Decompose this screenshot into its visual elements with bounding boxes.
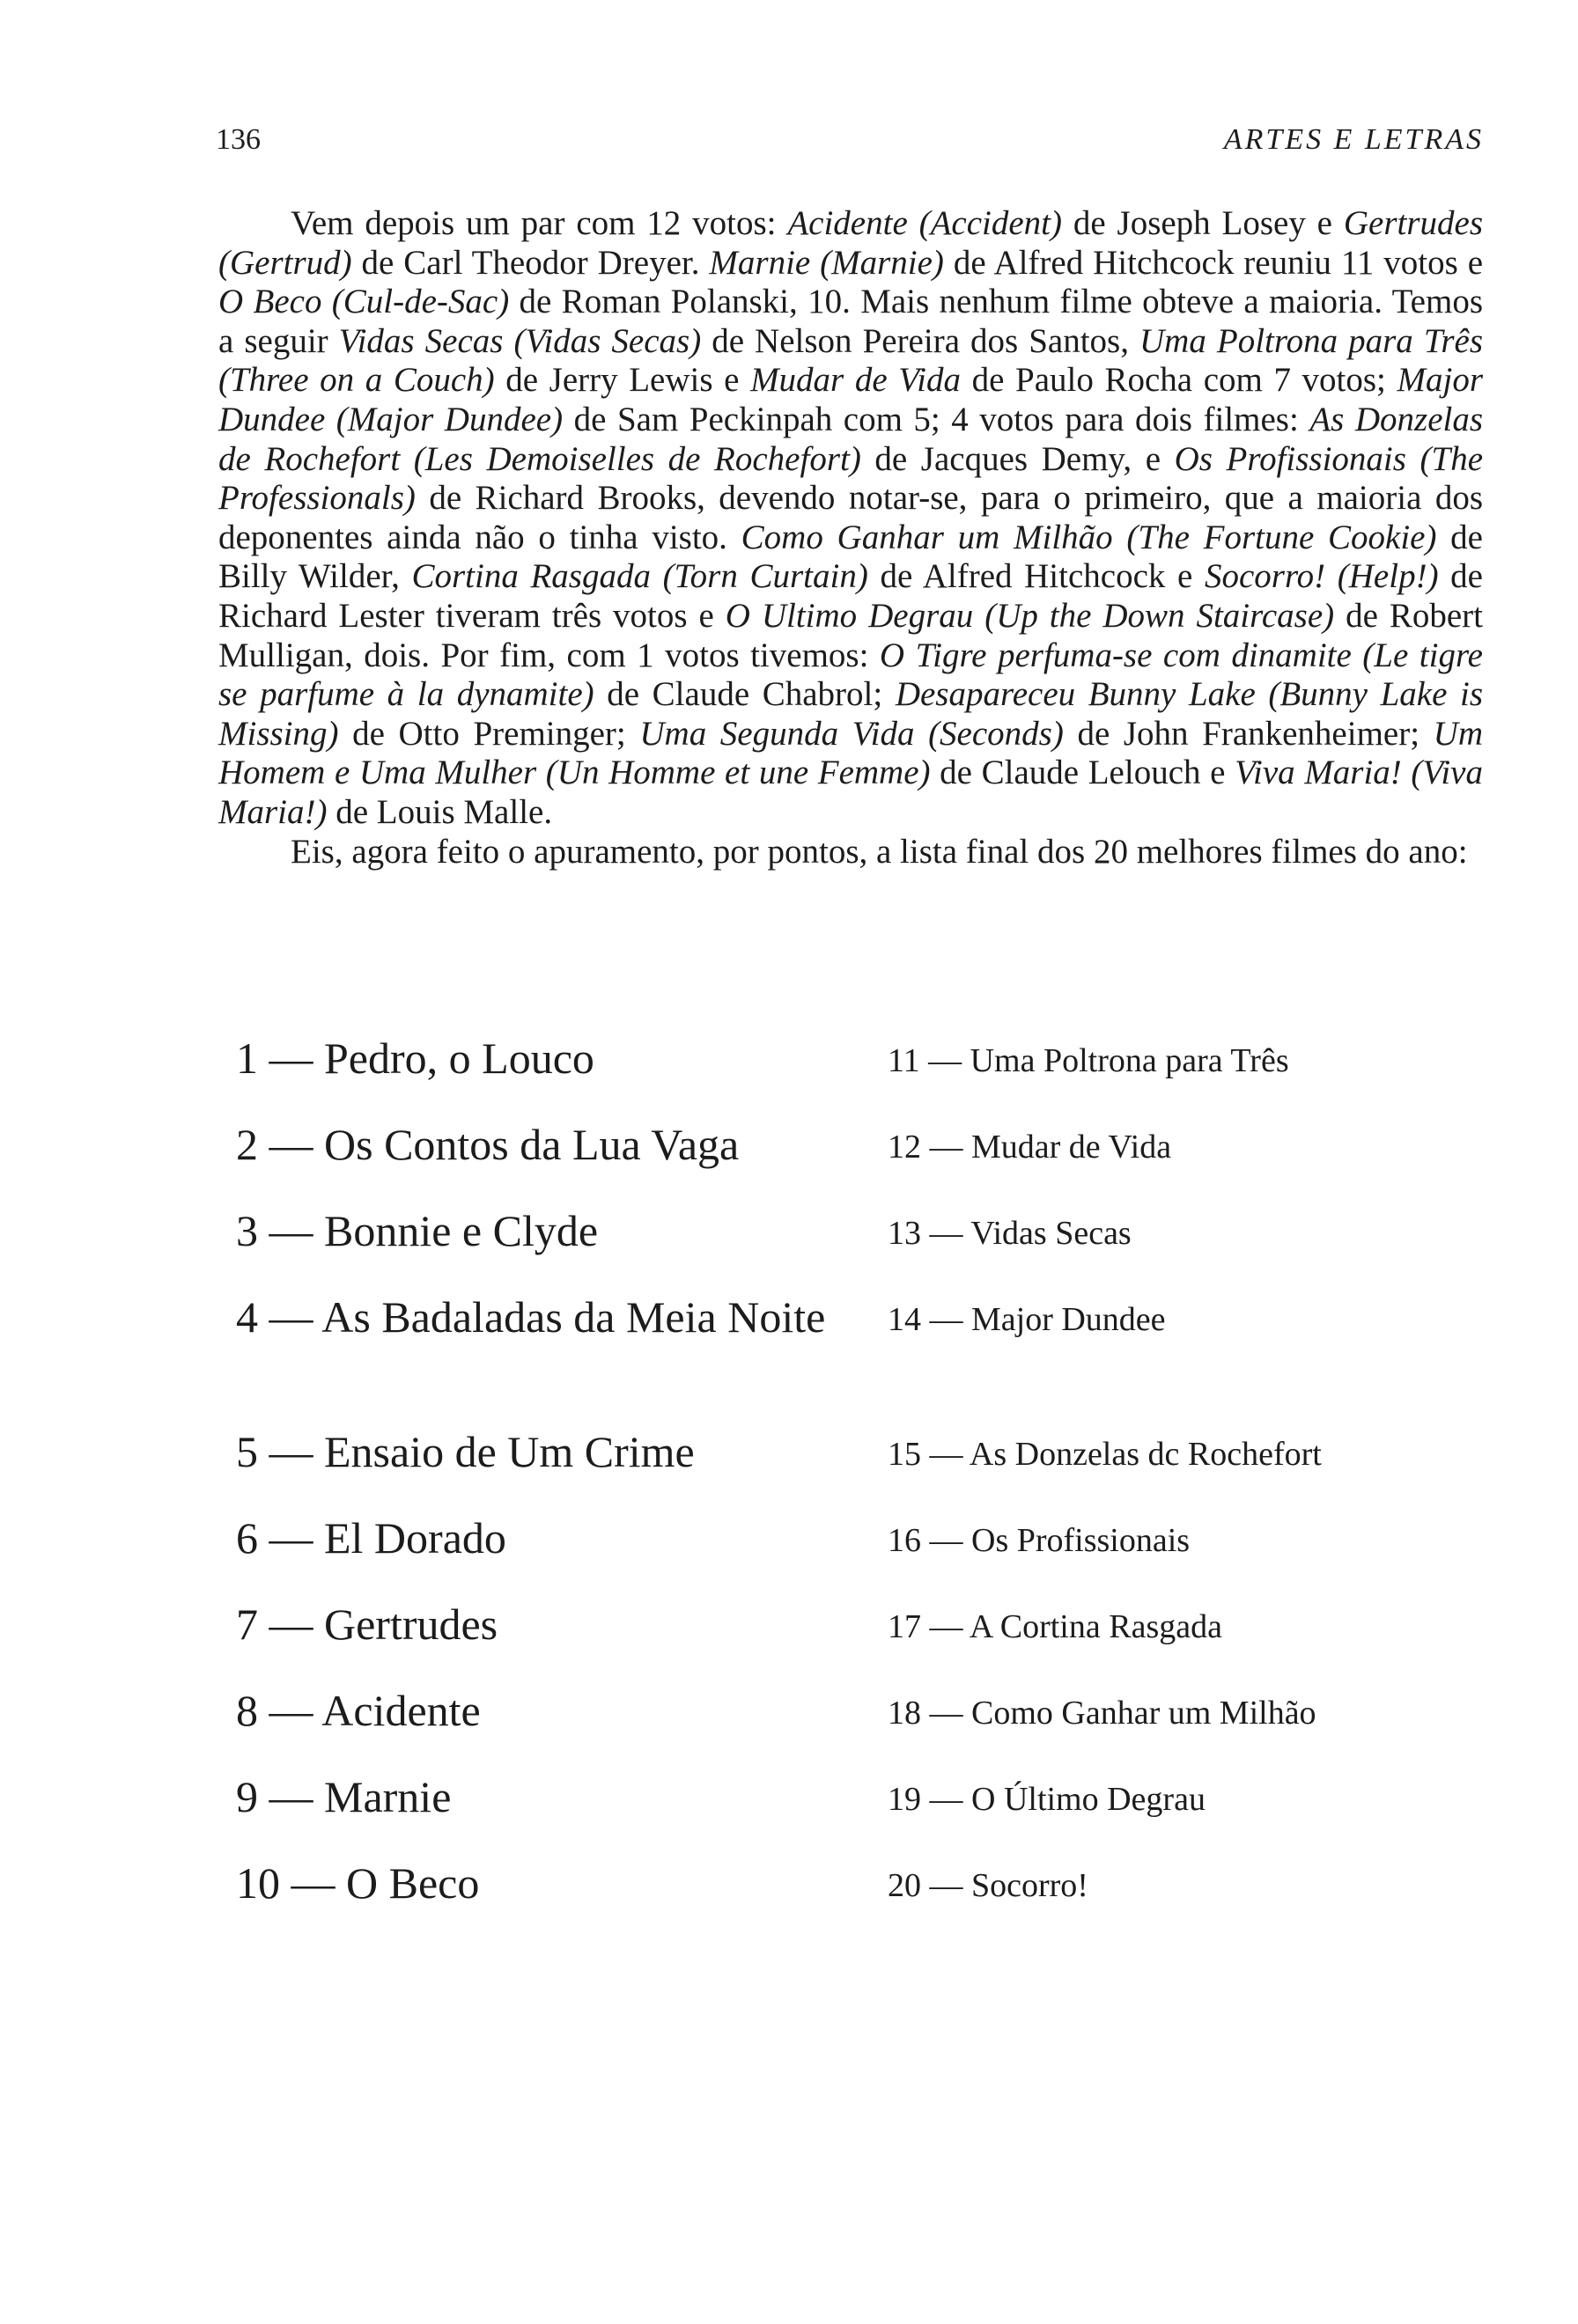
rank-dash: —	[269, 1033, 313, 1083]
text-run: de Claude Lelouch e	[930, 754, 1235, 792]
rank-dash: —	[269, 1600, 313, 1649]
rank-dash: —	[269, 1206, 313, 1255]
film-title-run: Os Profissionais (The Professionals)	[218, 439, 1484, 518]
text-run: de Richard Lester tiveram três votos e	[218, 557, 1483, 635]
film-title: Bonnie e Clyde	[324, 1206, 599, 1255]
rank-number: 1	[236, 1033, 258, 1083]
rank-dash: —	[929, 1781, 963, 1818]
ranking-entry	[236, 1034, 835, 1082]
film-title-run: O Ultimo Degrau (Up the Down Staircase)	[725, 596, 1335, 635]
ranking-entry	[236, 1600, 835, 1648]
ranking-entry-right	[888, 1866, 1486, 1905]
film-title: Os Contos da Lua Vaga	[324, 1120, 740, 1169]
film-title: Socorro!	[971, 1867, 1088, 1904]
rank-dash: —	[929, 1436, 963, 1473]
ranking-entry	[236, 1859, 835, 1907]
rank-number: 16	[888, 1522, 921, 1559]
text-run: de Nelson Pereira dos Santos,	[701, 321, 1140, 360]
rank-dash: —	[929, 1301, 963, 1338]
film-title-run: Uma Segunda Vida (Seconds)	[639, 714, 1064, 753]
ranking-entry-right	[888, 1521, 1486, 1560]
text-run: de John Frankenheimer;	[1063, 714, 1434, 753]
rank-dash: —	[928, 1042, 962, 1079]
ranking-entry	[888, 1301, 1166, 1338]
text-run: de Richard Brooks, devendo notar-se, para o primeiro, que a maioria dos deponentes ainda não o tinha visto.	[218, 479, 1483, 556]
paragraph-1	[218, 204, 1483, 833]
ranking-entry-left	[236, 1773, 835, 1820]
rank-dash: —	[269, 1292, 313, 1342]
rank-number: 8	[236, 1686, 258, 1735]
body-text	[218, 204, 1483, 872]
film-title: El Dorado	[324, 1513, 506, 1563]
rank-number: 17	[888, 1608, 921, 1645]
rank-dash: —	[269, 1513, 313, 1563]
rank-dash: —	[269, 1120, 313, 1169]
ranking-entry-left	[236, 1428, 835, 1475]
film-title: Vidas Secas	[970, 1215, 1132, 1252]
film-title-run: Gertrudes (Gertrud)	[218, 204, 1483, 282]
text-run: de Jerry Lewis e	[494, 361, 751, 400]
rank-number: 4	[236, 1292, 258, 1342]
film-title: Os Profissionais	[971, 1522, 1191, 1559]
ranking-entry-right	[888, 1435, 1486, 1474]
film-title-run: O Beco (Cul-de-Sac)	[218, 283, 510, 321]
text-run: de Alfred Hitchcock e	[867, 557, 1205, 596]
ranking-entry	[888, 1781, 1206, 1818]
rank-dash: —	[929, 1608, 963, 1645]
film-title: Mudar de Vida	[971, 1129, 1172, 1166]
ranking-entry-left	[236, 1859, 835, 1907]
ranking-entry	[236, 1687, 835, 1734]
rank-number: 13	[888, 1215, 921, 1252]
text-run: de Louis Malle.	[327, 792, 553, 831]
film-title: Marnie	[324, 1772, 452, 1821]
film-title: Major Dundee	[971, 1301, 1166, 1338]
running-head: ARTES E LETRAS	[1223, 123, 1484, 156]
text-run: de Carl Theodor Dreyer.	[351, 243, 710, 282]
film-title-run: As Donzelas de Rochefort (Les Demoiselles de Rochefort)	[218, 400, 1484, 478]
ranking-entry	[888, 1522, 1190, 1559]
film-title-run: Socorro! (Help!)	[1204, 557, 1439, 596]
film-title: A Cortina Rasgada	[969, 1608, 1222, 1645]
rank-number: 19	[888, 1781, 921, 1818]
rank-number: 12	[888, 1129, 921, 1166]
rank-dash: —	[929, 1522, 963, 1559]
text-run: Vem depois um par com 12 votos:	[291, 204, 788, 242]
film-title: As Donzelas dc Rochefort	[969, 1436, 1322, 1473]
film-title: O Último Degrau	[971, 1781, 1206, 1818]
rank-number: 9	[236, 1772, 258, 1821]
rank-number: 3	[236, 1206, 258, 1255]
rank-number: 2	[236, 1120, 258, 1169]
ranking-entry-left	[236, 1600, 835, 1648]
ranking-entry-right	[888, 1128, 1486, 1166]
rank-dash: —	[269, 1772, 313, 1821]
rank-number: 5	[236, 1427, 258, 1476]
film-title-run: Viva Maria! (Viva Maria!)	[218, 754, 1483, 831]
rank-number: 15	[888, 1436, 921, 1473]
paragraph-2: Eis, agora feito o apuramento, por pontos, a lista final dos 20 melhores filmes do ano:	[291, 832, 1468, 871]
film-title: Gertrudes	[324, 1600, 498, 1649]
ranking-entry	[888, 1129, 1171, 1166]
film-title: As Badaladas da Meia Noite	[321, 1292, 826, 1342]
text-run: de Roman Polanski, 10. Mais nenhum filme obteve a maioria. Temos a seguir	[218, 283, 1483, 360]
ranking-entry	[888, 1436, 1322, 1473]
rank-number: 6	[236, 1513, 258, 1563]
ranking-entry-left	[236, 1293, 835, 1341]
text-run: de Claude Chabrol;	[594, 675, 896, 714]
page-number: 136	[216, 123, 261, 156]
rank-dash: —	[929, 1129, 963, 1166]
film-title-run: Como Ganhar um Milhão (The Fortune Cookie)	[741, 518, 1437, 556]
rank-number: 7	[236, 1600, 258, 1649]
text-run: de Jacques Demy, e	[860, 439, 1175, 478]
ranking-entry	[888, 1042, 1289, 1079]
film-title: O Beco	[346, 1858, 480, 1908]
film-title-run: Major Dundee (Major Dundee)	[218, 361, 1483, 438]
ranking-entry-left	[236, 1207, 835, 1254]
film-title: Ensaio de Um Crime	[324, 1427, 695, 1476]
rank-dash: —	[929, 1695, 963, 1732]
ranking-entry-left	[236, 1687, 835, 1734]
ranking-entry-right	[888, 1694, 1486, 1732]
film-title-run: Um Homem e Uma Mulher (Un Homme et une Femme)	[218, 714, 1483, 792]
ranking-entry	[236, 1428, 835, 1475]
rank-number: 11	[888, 1042, 920, 1079]
ranking-entry-left	[236, 1034, 835, 1082]
film-title: Como Ganhar um Milhão	[971, 1695, 1316, 1732]
ranking-entry	[888, 1695, 1316, 1732]
ranking-entry	[236, 1207, 835, 1254]
rank-dash: —	[269, 1427, 313, 1476]
ranking-entry	[236, 1121, 835, 1168]
ranking-entry	[236, 1514, 835, 1562]
film-title-run: Vidas Secas (Vidas Secas)	[338, 321, 702, 360]
text-run: de Sam Peckinpah com 5; 4 votos para dois filmes:	[563, 400, 1310, 438]
ranking-entry-right	[888, 1607, 1486, 1646]
film-title: Uma Poltrona para Três	[970, 1042, 1289, 1079]
film-title-run: O Tigre perfuma-se com dinamite (Le tigre se parfume à la dynamite)	[218, 636, 1483, 714]
film-title-run: Acidente (Accident)	[787, 204, 1063, 242]
text-run: de Paulo Rocha com 7 votos;	[961, 361, 1397, 400]
ranking-entry	[888, 1867, 1088, 1904]
film-title: Pedro, o Louco	[324, 1033, 594, 1083]
film-title-run: Cortina Rasgada (Torn Curtain)	[411, 557, 868, 596]
film-title: Acidente	[321, 1686, 481, 1735]
film-title-run: Marnie (Marnie)	[709, 243, 944, 282]
ranking-entry-right	[888, 1214, 1486, 1253]
text-run: de Alfred Hitchcock reuniu 11 votos e	[943, 243, 1484, 282]
ranking-entry	[236, 1293, 835, 1341]
film-title-run: Uma Poltrona para Três (Three on a Couch)	[218, 321, 1484, 400]
ranking-entry-right	[888, 1041, 1486, 1080]
rank-number: 10	[236, 1858, 280, 1908]
text-run: de Robert Mulligan, dois. Por fim, com 1 votos tivemos:	[218, 596, 1483, 674]
rank-number: 20	[888, 1867, 921, 1904]
ranking-entry-left	[236, 1514, 835, 1562]
ranking-entry-right	[888, 1300, 1486, 1339]
ranking-entry	[888, 1608, 1222, 1645]
ranking-entry	[888, 1215, 1132, 1252]
rank-number: 14	[888, 1301, 921, 1338]
rank-dash: —	[929, 1215, 963, 1252]
film-title-run: Desapareceu Bunny Lake (Bunny Lake is Missing)	[218, 675, 1483, 753]
text-run: de Billy Wilder,	[218, 518, 1483, 596]
page-header	[216, 123, 1484, 167]
rank-dash: —	[291, 1858, 336, 1908]
rank-number: 18	[888, 1695, 921, 1732]
text-run: de Otto Preminger;	[338, 714, 640, 753]
ranking-entry-right	[888, 1780, 1486, 1819]
rank-dash: —	[929, 1867, 963, 1904]
rank-dash: —	[269, 1686, 313, 1735]
ranking-entry	[236, 1773, 835, 1820]
text-run: de Joseph Losey e	[1062, 204, 1344, 242]
film-title-run: Mudar de Vida	[750, 361, 962, 400]
ranking-entry-left	[236, 1121, 835, 1168]
